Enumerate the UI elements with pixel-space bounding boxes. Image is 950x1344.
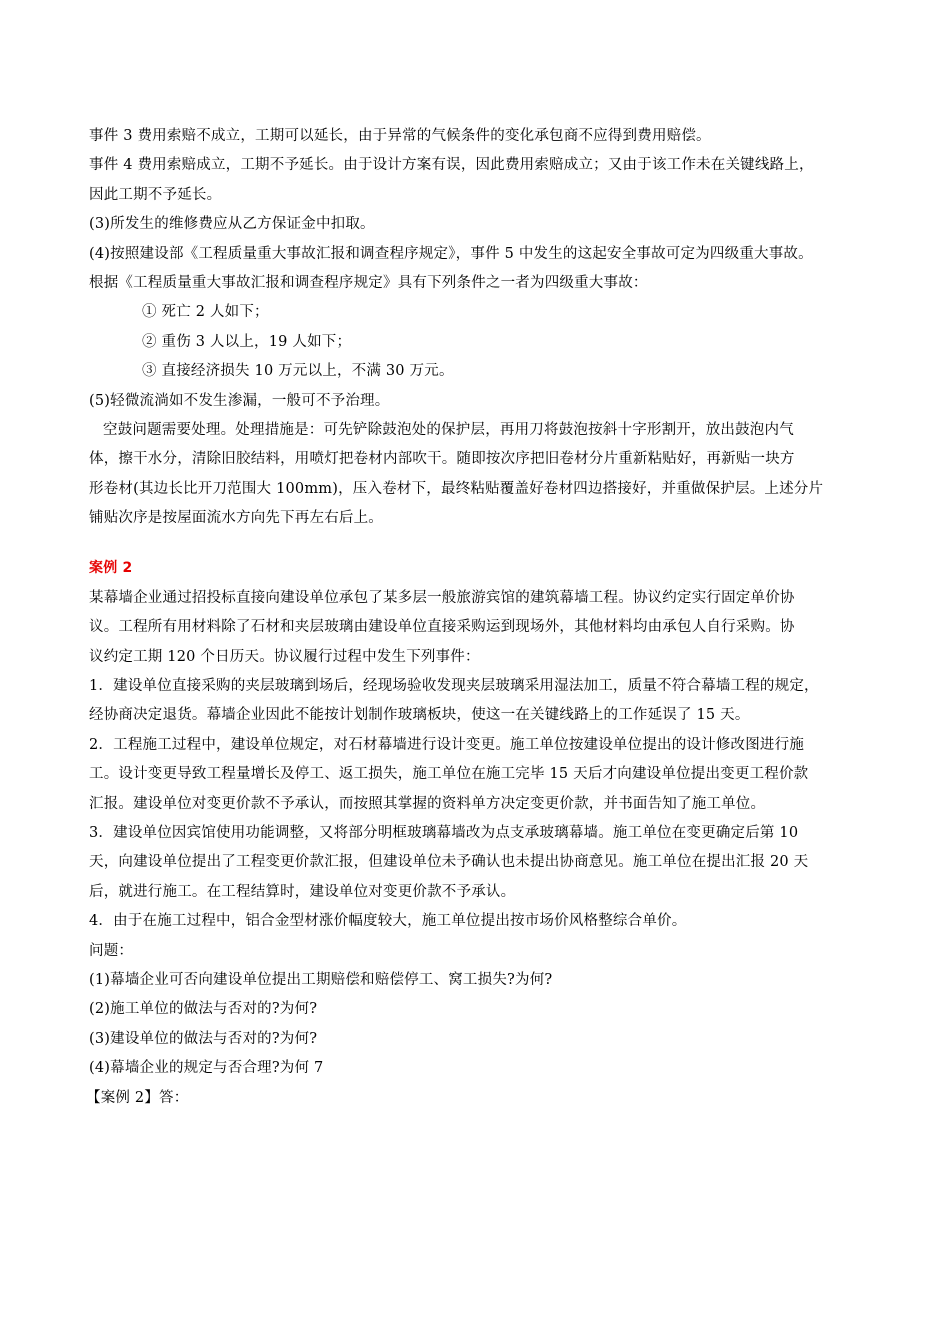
text-line: 3．建设单位因宾馆使用功能调整，又将部分明框玻璃幕墙改为点支承玻璃幕墙。施工单位在变更确定后第 10 (89, 824, 799, 841)
text-line: 2．工程施工过程中，建设单位规定，对石材幕墙进行设计变更。施工单位按建设单位提出的设计修改图进行施 (89, 736, 805, 753)
case2-section (86, 554, 869, 1112)
question-item: (3)建设单位的做法与否对的?为何? (89, 1030, 318, 1047)
text-line: 工。设计变更导致工程量增长及停工、返工损失，施工单位在施工完毕 15 天后才向建设单位提出变更工程价款 (89, 766, 809, 783)
text-line: 后，就进行施工。在工程结算时，建设单位对变更价款不予承认。 (89, 883, 516, 900)
text-line: 经协商决定退货。幕墙企业因此不能按计划制作玻璃板块，使这一在关键线路上的工作延误了 15 天。 (89, 707, 750, 724)
paragraph (89, 416, 869, 534)
text-line: (4)按照建设部《工程质量重大事故汇报和调查程序规定》，事件 5 中发生的这起安全事故可定为四级重大事故。 (89, 245, 813, 262)
paragraph-first-line: 空鼓问题需要处理。处理措施是：可先铲除鼓泡处的保护层，再用刀将鼓泡按斜十字形割开，放出鼓泡内气 (103, 421, 794, 438)
document-page (86, 122, 869, 1113)
section-heading: 案例 2 (89, 560, 133, 577)
text-line: 铺贴次序是按屋面流水方向先下再左右后上。 (89, 510, 383, 527)
answer-label: 【案例 2】答： (86, 1089, 189, 1106)
text-line: 议。工程所有用材料除了石材和夹层玻璃由建设单位直接采购运到现场外，其他材料均由承包人自行采购。协 (89, 619, 795, 636)
text-line: 4．由于在施工过程中，铝合金型材涨价幅度较大，施工单位提出按市场价风格整综合单价。 (89, 913, 687, 930)
questions-label: 问题： (89, 942, 134, 959)
question-item: (2)施工单位的做法与否对的?为何? (89, 1001, 318, 1018)
text-line: 某幕墙企业通过招投标直接向建设单位承包了某多层一般旅游宾馆的建筑幕墙工程。协议约定实行固定单价协 (89, 589, 795, 606)
question-item: (1)幕墙企业可否向建设单位提出工期赔偿和赔偿停工、窝工损失?为何? (89, 971, 553, 988)
text-line: 事件 4 费用索赔成立，工期不予延长。由于设计方案有误，因此费用索赔成立；又由于该工作未在关键线路上， (89, 157, 814, 174)
text-line: 1．建设单位直接采购的夹层玻璃到场后，经现场验收发现夹层玻璃采用湿法加工，质量不符合幕墙工程的规定， (89, 678, 819, 695)
text-line: 形卷材(其边长比开刀范围大 100mm)，压入卷材下，最终粘贴覆盖好卷材四边搭接好，并重做保护层。上述分片 (89, 480, 824, 497)
text-line: 汇报。建设单位对变更价款不予承认，而按照其掌握的资料单方决定变更价款，并书面告知了施工单位。 (89, 795, 766, 812)
text-line: 事件 3 费用索赔不成立，工期可以延长，由于异常的气候条件的变化承包商不应得到费用赔偿。 (89, 128, 711, 144)
text-line: 根据《工程质量重大事故汇报和调查程序规定》具有下列条件之一者为四级重大事故： (89, 274, 648, 291)
text-line: 天，向建设单位提出了工程变更价款汇报，但建设单位未予确认也未提出协商意见。施工单位在提出汇报 20 天 (89, 854, 809, 871)
conditions-list (89, 298, 869, 386)
condition-item: ① 死亡 2 人如下； (142, 304, 269, 321)
text-line: (3)所发生的维修费应从乙方保证金中扣取。 (89, 216, 375, 233)
condition-item: ② 重伤 3 人以上，19 人如下； (142, 333, 352, 350)
text-line: 体，擦干水分，清除旧胶结料，用喷灯把卷材内部吹干。随即按次序把旧卷材分片重新粘贴好，再新贴一块方 (89, 451, 795, 468)
condition-item: ③ 直接经济损失 10 万元以上，不满 30 万元。 (142, 363, 454, 380)
text-line: 因此工期不予延长。 (89, 186, 222, 203)
part1-section (89, 122, 869, 533)
text-line: (5)轻微流淌如不发生渗漏，一般可不予治理。 (89, 392, 390, 409)
text-line: 议约定工期 120 个日历天。协议履行过程中发生下列事件： (89, 648, 480, 665)
question-item: (4)幕墙企业的规定与否合理?为何 7 (89, 1060, 324, 1077)
